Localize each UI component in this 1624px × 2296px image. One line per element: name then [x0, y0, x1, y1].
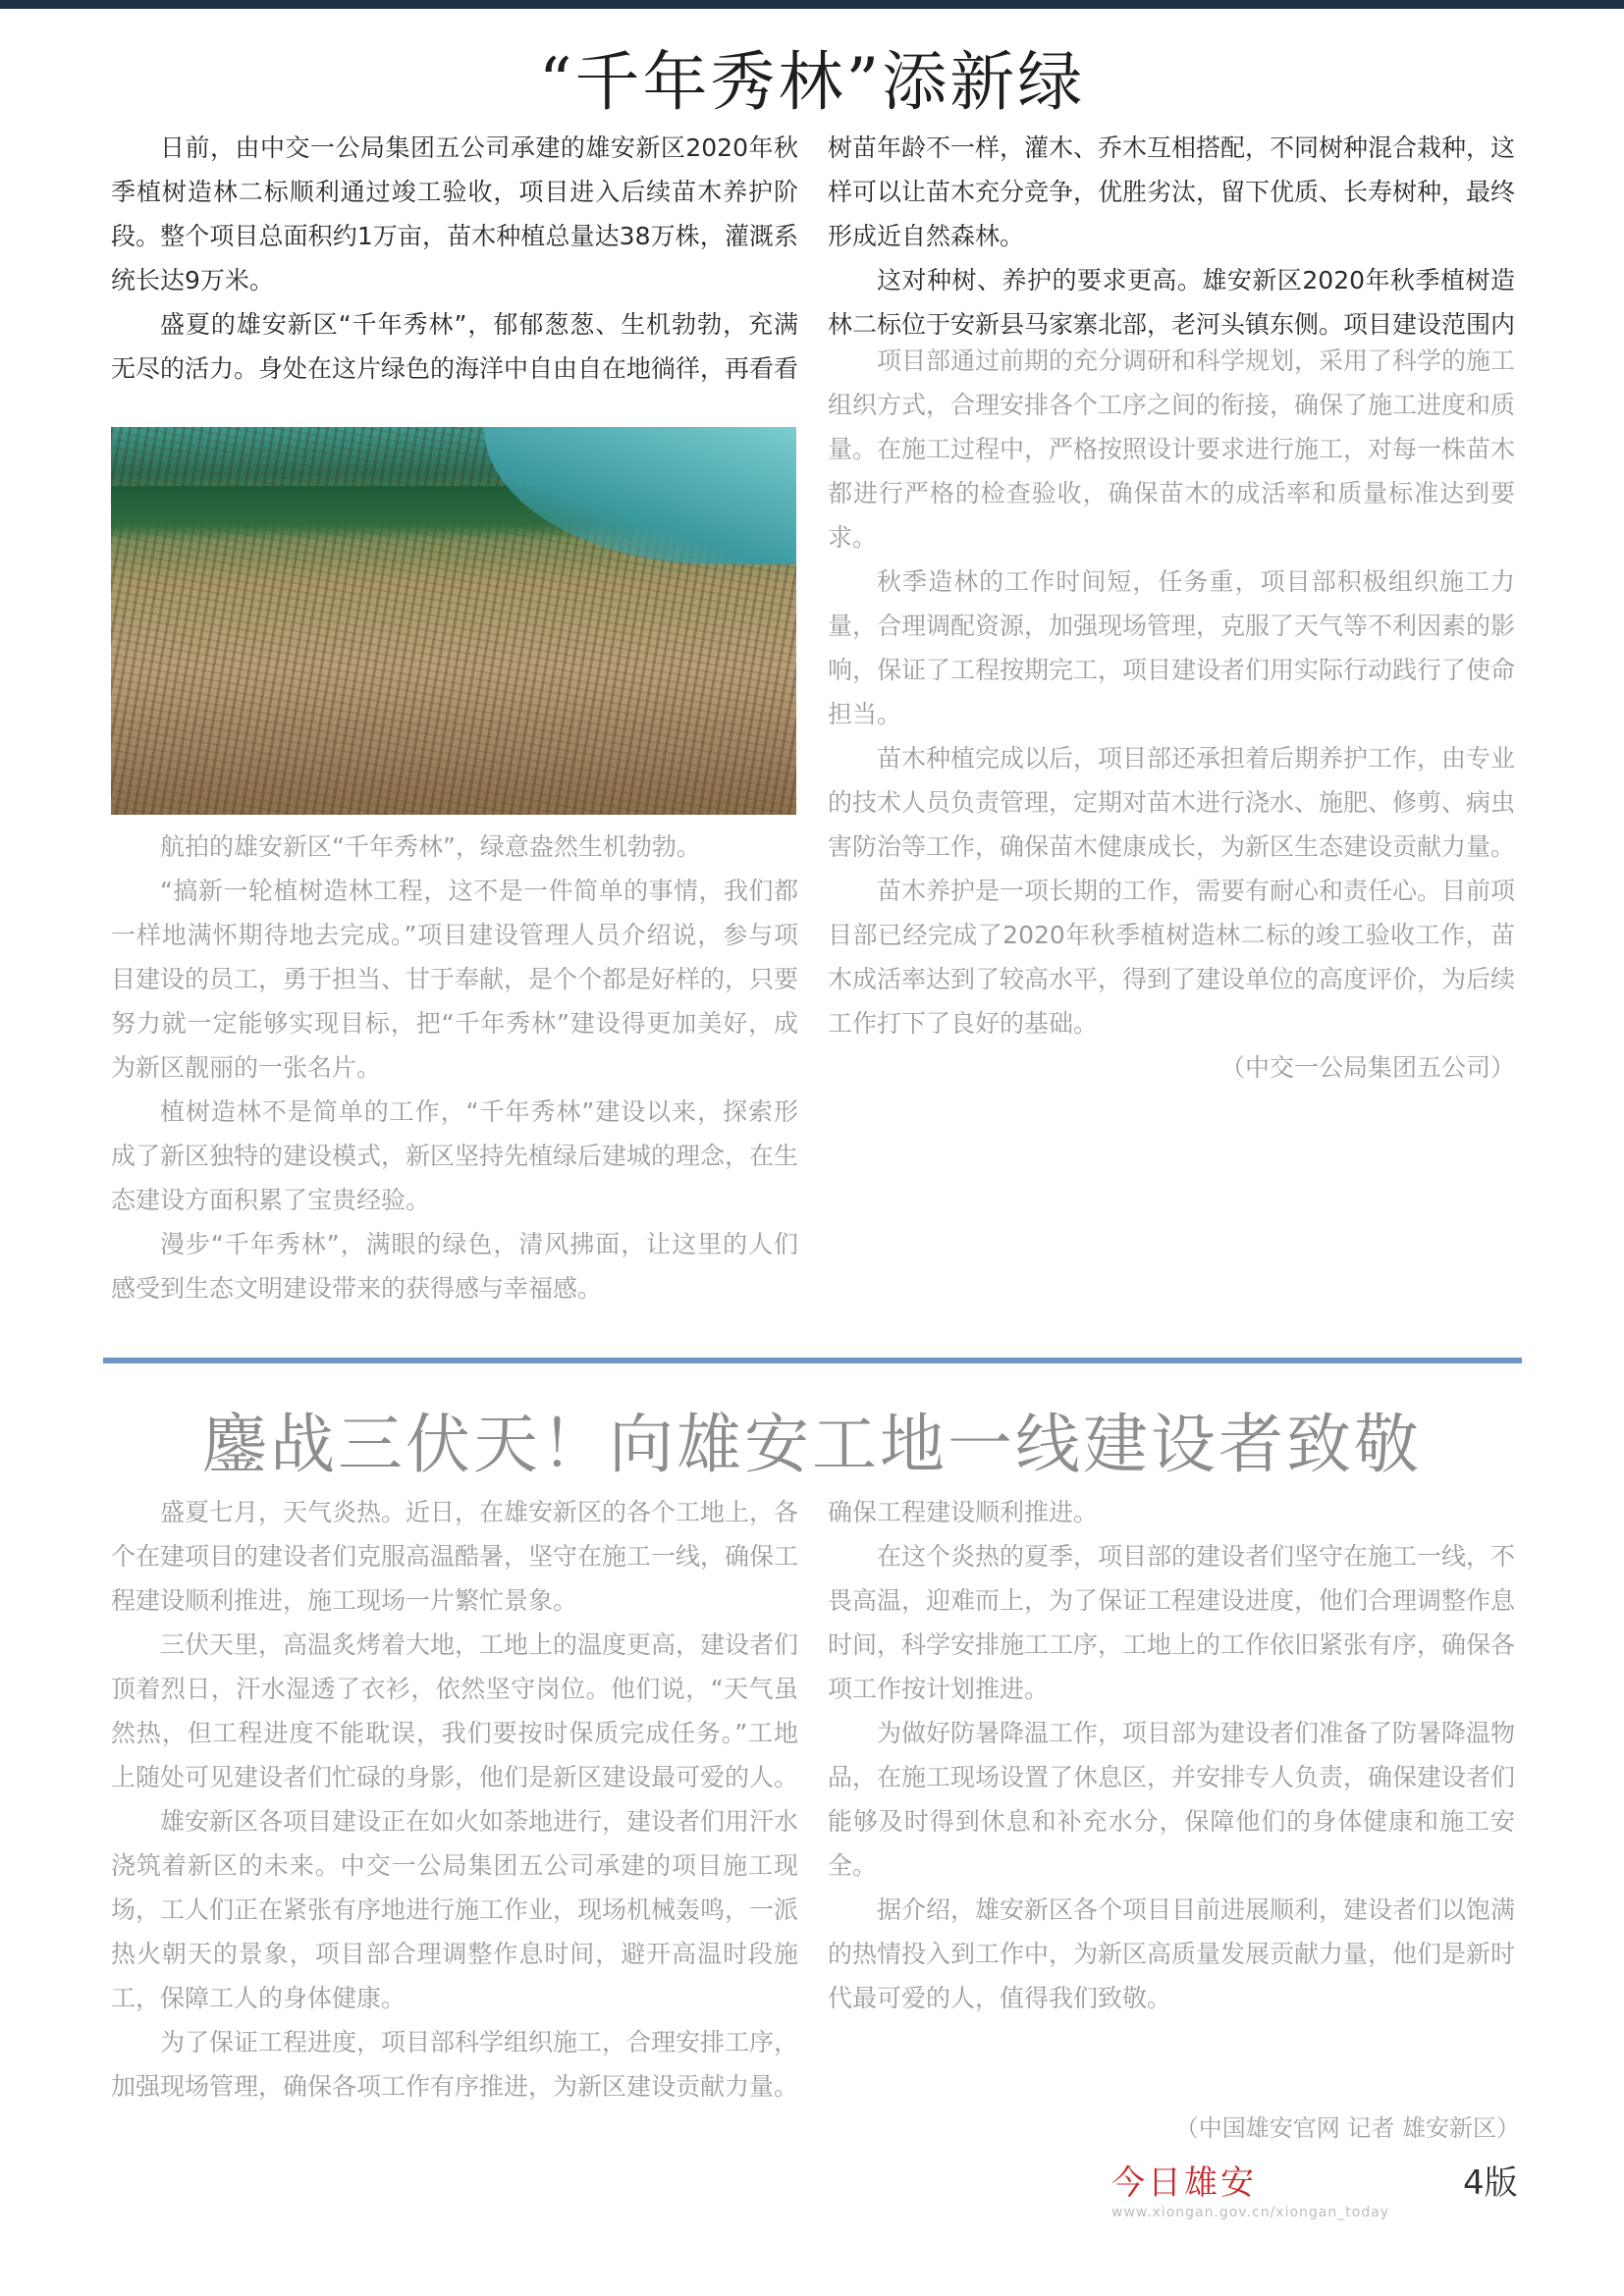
- photo-caption: 航拍的雄安新区“千年秀林”，绿意盎然生机勃勃。: [160, 832, 701, 861]
- article1-title: “千年秀林”添新绿: [538, 44, 1086, 120]
- article1-right-top: [828, 126, 1515, 347]
- paragraph: 植树造林不是简单的工作，“千年秀林”建设以来，探索形成了新区独特的建设模式，新区坚持先植绿后建城的理念，在生态建设方面积累了宝贵经验。: [111, 1097, 799, 1214]
- paragraph: 苗木种植完成以后，项目部还承担着后期养护工作，由专业的技术人员负责管理，定期对苗木进行浇水、施肥、修剪、病虫害防治等工作，确保苗木健康成长，为新区生态建设贡献力量。: [828, 744, 1515, 861]
- article1-right-bottom: [828, 339, 1515, 1330]
- paragraph: 秋季造林的工作时间短，任务重，项目部积极组织施工力量，合理调配资源，加强现场管理，克服了天气等不利因素的影响，保证了工程按期完工，项目建设者们用实际行动践行了使命担当。: [828, 567, 1515, 728]
- article1-source: （中交一公局集团五公司）: [1219, 1053, 1515, 1082]
- footer-url: www.xiongan.gov.cn/xiongan_today: [1111, 2205, 1390, 2220]
- page-number: 4版: [1463, 2163, 1518, 2203]
- forest-aerial-photo: [111, 427, 796, 815]
- newspaper-logo: 今日雄安: [1111, 2163, 1257, 2203]
- paragraph: 为做好防暑降温工作，项目部为建设者们准备了防暑降温物品，在施工现场设置了休息区，并安排专人负责，确保建设者们能够及时得到休息和补充水分，保障他们的身体健康和施工安全。: [828, 1719, 1515, 1880]
- paragraph: 据介绍，雄安新区各个项目目前进展顺利，建设者们以饱满的热情投入到工作中，为新区高质量发展贡献力量，他们是新时代最可爱的人，值得我们致敬。: [828, 1896, 1515, 2012]
- article1-left-bottom: [111, 825, 798, 1310]
- paragraph: 雄安新区各项目建设正在如火如荼地进行，建设者们用汗水浇筑着新区的未来。中交一公局集团五公司承建的项目施工现场，工人们正在紧张有序地进行施工作业，现场机械轰鸣，一派热火朝天的景象，项目部合理调整作息时间，避开高温时段施工，保障工人的身体健康。: [111, 1807, 798, 2012]
- paragraph: 确保工程建设顺利推进。: [828, 1498, 1099, 1526]
- paragraph: 在这个炎热的夏季，项目部的建设者们坚守在施工一线，不畏高温，迎难而上，为了保证工程建设进度，他们合理调整作息时间，科学安排施工工序，工地上的工作依旧紧张有序，确保各项工作按计划推进。: [828, 1542, 1515, 1703]
- paragraph: 日前，由中交一公局集团五公司承建的雄安新区2020年秋季植树造林二标顺利通过竣工验收，项目进入后续苗木养护阶段。整个项目总面积约1万亩，苗木种植总量达38万株，灌溉系统长达9万米。: [111, 133, 798, 294]
- paragraph: 树苗年龄不一样，灌木、乔木互相搭配，不同树种混合栽种，这样可以让苗木充分竞争，优胜劣汰，留下优质、长寿树种，最终形成近自然森林。: [828, 133, 1516, 250]
- paragraph: 这对种树、养护的要求更高。雄安新区2020年秋季植树造林二标位于安新县马家寨北部，老河头镇东侧。项目建设范围内: [828, 266, 1515, 339]
- paragraph: 苗木养护是一项长期的工作，需要有耐心和责任心。目前项目部已经完成了2020年秋季植树造林二标的竣工验收工作，苗木成活率达到了较高水平，得到了建设单位的高度评价，为后续工作打下了良好的基础。: [828, 877, 1515, 1038]
- article2-title: 鏖战三伏天！向雄安工地一线建设者致敬: [202, 1407, 1422, 1482]
- article1-left-top: [111, 126, 798, 391]
- top-bar: [0, 0, 1624, 9]
- section-divider: [103, 1358, 1522, 1363]
- paragraph: “搞新一轮植树造林工程，这不是一件简单的事情，我们都一样地满怀期待地去完成。”项目建设管理人员介绍说，参与项目建设的员工，勇于担当、甘于奉献，是个个都是好样的，只要努力就一定能够实现目标，把“千年秀林”建设得更加美好，成为新区靓丽的一张名片。: [111, 877, 799, 1082]
- paragraph: 盛夏七月，天气炎热。近日，在雄安新区的各个工地上，各个在建项目的建设者们克服高温酷暑，坚守在施工一线，确保工程建设顺利推进，施工现场一片繁忙景象。: [111, 1498, 798, 1615]
- article2-source: （中国雄安官网 记者 雄安新区）: [1174, 2114, 1520, 2142]
- article2-right: [828, 1490, 1515, 2104]
- paragraph: 为了保证工程进度，项目部科学组织施工，合理安排工序，加强现场管理，确保各项工作有序推进，为新区建设贡献力量。: [111, 2028, 798, 2101]
- paragraph: 项目部通过前期的充分调研和科学规划，采用了科学的施工组织方式，合理安排各个工序之间的衔接，确保了施工进度和质量。在施工过程中，严格按照设计要求进行施工，对每一株苗木都进行严格的检查验收，确保苗木的成活率和质量标准达到要求。: [828, 347, 1515, 552]
- paragraph: 三伏天里，高温炙烤着大地，工地上的温度更高，建设者们顶着烈日，汗水湿透了衣衫，依然坚守岗位。他们说，“天气虽然热，但工程进度不能耽误，我们要按时保质完成任务。”工地上随处可见建设者们忙碌的身影，他们是新区建设最可爱的人。: [111, 1630, 798, 1791]
- paragraph: 漫步“千年秀林”，满眼的绿色，清风拂面，让这里的人们感受到生态文明建设带来的获得感与幸福感。: [111, 1230, 798, 1303]
- paragraph: 盛夏的雄安新区“千年秀林”，郁郁葱葱、生机勃勃，充满无尽的活力。身处在这片绿色的海洋中自由自在地徜徉，再看看: [111, 310, 798, 383]
- article2-left: [111, 1490, 798, 2236]
